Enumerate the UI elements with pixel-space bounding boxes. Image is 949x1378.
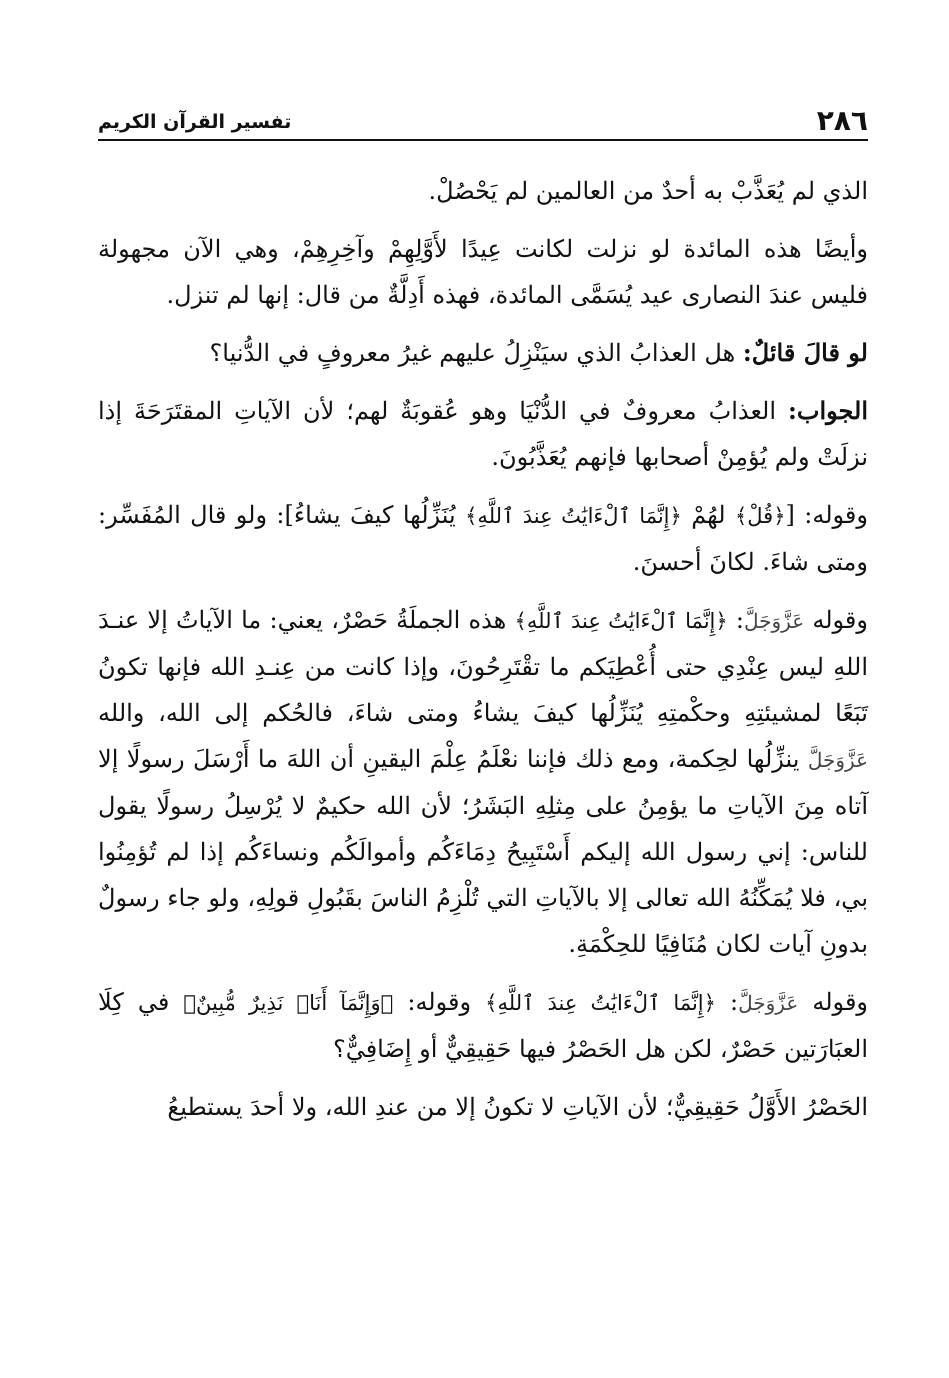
honorific: عَزَّوَجَلَّ xyxy=(738,991,799,1015)
text-segment: في كِلَا العبَارَتين حَصْرٌ، لكن هل الحَصْرُ فيها حَقِيقِيٌّ أو إِضَافِيٌّ؟ xyxy=(98,988,868,1063)
text-segment: يُنَزِّلُها كيفَ يشاءُ]: ولو قال المُفَسِّر: ومتى شاءَ. لكانَ أحسنَ. xyxy=(98,501,868,576)
text-segment: هذه الجملَةُ حَصْرٌ، يعني: ما الآياتُ إلا عنـدَ اللهِ ليس عِنْدِي حتى أُعْطِيَكم ما تقْتَرِحُونَ، وإذا كانت من عِنـدِ الله فإنها تكونُ تَبَعًا لمشيئتِهِ وحكْمتِهِ يُنَزِّلُها كيفَ يشاءُ ومتى شاءَ، فالحُكم إلى الله، والله xyxy=(98,606,868,727)
question-lead: لو قالَ قائلٌ: xyxy=(742,338,868,367)
paragraph-5 xyxy=(98,492,868,585)
text-segment: وقوله xyxy=(804,606,868,634)
paragraph-2: وأيضًا هذه المائدة لو نزلت لكانت عِيدًا لأَوَّلِهِمْ وآخِرِهِمْ، وهي الآن مجهولة فليس عندَ النصارى عيد يُسَمَّى المائدة، فهذه أَدِلَّةٌ من قال: إنها لم تنزل. xyxy=(98,235,868,309)
page-body xyxy=(98,168,868,1142)
answer-lead: الجواب: xyxy=(788,396,868,425)
text-segment: لهُمْ xyxy=(681,501,735,529)
quran-quote: ﴿إِنَّمَا ٱلْءَايَٰتُ عِندَ ٱللَّهِ﴾ xyxy=(465,504,682,528)
paragraph-7 xyxy=(98,979,868,1072)
honorific: عَزَّوَجَلَّ xyxy=(743,609,805,633)
paragraph-3 xyxy=(98,330,868,376)
honorific: عَزَّوَجَلَّ xyxy=(807,748,868,772)
paragraph-8: الحَصْرُ الأَوَّلُ حَقِيقِيٌّ؛ لأن الآياتِ لا تكونُ إلا من عندِ الله، ولا أحدَ يستطيعُ xyxy=(167,1093,868,1121)
text-segment: وقوله: [ xyxy=(785,501,868,529)
paragraph-1: الذي لم يُعَذَّبْ به أحدٌ من العالمين لم يَحْصُلْ. xyxy=(428,177,868,205)
text-segment: ينزِّلُها لحِكمة، ومع ذلك فإننا نعْلَمُ عِلْمَ اليقينِ أن اللهَ ما أَرْسَلَ رسولًا إلا آتاه مِنَ الآياتِ ما يؤمِنُ على مِثلِهِ البَشَرُ؛ لأن الله حكيمٌ لا يُرْسِلُ رسولًا يقول للناس: إني رسول الله إليكم أَسْتَبِيحُ دِمَاءَكُم وأموالَكُم ونساءَكُم إذا لم تُؤمِنُوا بي، فلا يُمَكِّنُهُ الله تعالى إلا بالآياتِ التي تُلْزِمُ الناسَ بقَبُولِ قولِهِ، ولو جاء رسولٌ بدونِ آيات لكان مُنَافِيًا للحِكْمَةِ. xyxy=(98,745,868,958)
header-divider xyxy=(98,139,868,141)
text-segment: وقوله: xyxy=(393,988,486,1016)
quran-quote: ﴿قُلْ﴾ xyxy=(734,504,786,528)
paragraph-6 xyxy=(98,597,868,967)
book-title: تفسير القرآن الكريم xyxy=(98,111,292,133)
quran-quote: ﴿إِنَّمَا ٱلْءَايَٰتُ عِندَ ٱللَّهِ﴾ xyxy=(485,991,716,1015)
text-segment: وقوله xyxy=(798,988,869,1016)
text-segment: : xyxy=(715,988,739,1016)
question-text: هل العذابُ الذي سيَنْزِلُ عليهم غيرُ معروفٍ في الدُّنيا؟ xyxy=(209,339,743,367)
page-number: ٢٨٦ xyxy=(816,104,868,137)
text-segment: : xyxy=(727,606,744,634)
quran-quote: ﴿إِنَّمَا ٱلْءَايَٰتُ عِندَ ٱللَّهِ﴾ xyxy=(514,609,728,633)
quran-quote: ﴿وَإِنَّمَآ أَنَا۠ نَذِيرٌ مُّبِينٌ﴾ xyxy=(183,991,394,1015)
page-header xyxy=(98,95,868,137)
paragraph-4 xyxy=(98,388,868,480)
answer-text: العذابُ معروفٌ في الدُّنْيَا وهو عُقوبَةٌ لهم؛ لأن الآياتِ المقتَرَحَةَ إذا نزلَتْ ولم يُؤمِنْ أصحابها فإنهم يُعَذَّبُونَ. xyxy=(98,397,868,471)
